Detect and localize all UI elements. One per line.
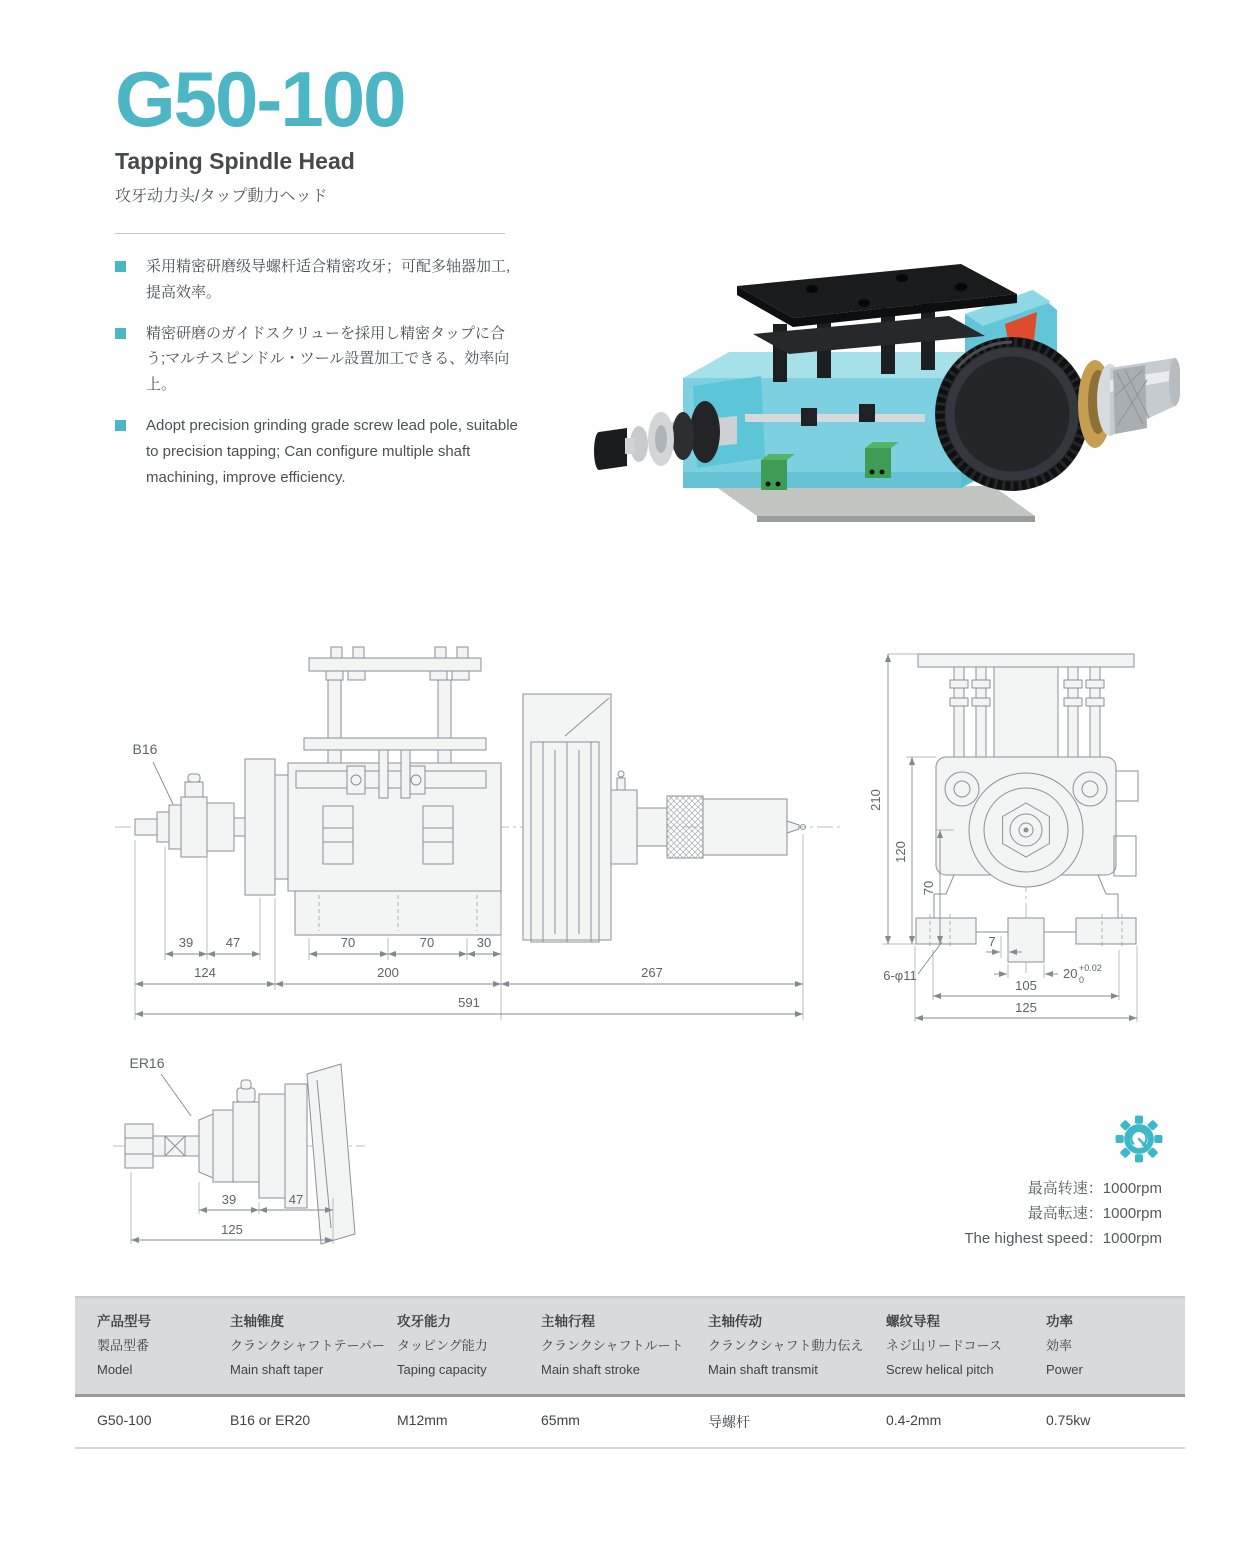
dimension-label: 7 xyxy=(988,934,996,949)
front-view-drawing xyxy=(858,640,1180,1032)
dimension-label: 267 xyxy=(641,965,663,980)
dimension-label: 47 xyxy=(225,935,241,950)
feature-item-en xyxy=(115,413,519,490)
cell-screw-pitch: 0.4-2mm xyxy=(886,1412,942,1428)
max-speed-en: The highest speed：1000rpm xyxy=(964,1230,1162,1247)
max-speed-jp: 最高転速：1000rpm xyxy=(1027,1205,1162,1222)
spec-table-row xyxy=(75,1397,1185,1449)
cell-power: 0.75kw xyxy=(1046,1412,1091,1428)
gear-gauge-icon xyxy=(1112,1112,1166,1166)
header-divider xyxy=(115,233,505,234)
dimension-label: 20 xyxy=(1063,966,1078,981)
cell-shaft-transmit: 导螺杆 xyxy=(708,1414,750,1430)
column-header-power: 功率 効率 Power xyxy=(1046,1314,1083,1377)
feature-text: 精密研磨のガイドスクリューを採用し精密タップに合う;マルチスピンドル・ツール設置加工できる、効率向上。 xyxy=(146,324,510,394)
dimension-label: 70 xyxy=(419,935,435,950)
cell-shaft-stroke: 65mm xyxy=(541,1412,580,1428)
bullet-square-icon xyxy=(115,328,126,339)
dimension-label: 39 xyxy=(221,1192,237,1207)
page-title: G50-100 xyxy=(115,55,405,143)
column-header-taping-capacity: 攻牙能力 タッピング能力 Taping capacity xyxy=(397,1314,488,1377)
max-speed-cn: 最高转速：1000rpm xyxy=(1027,1180,1162,1197)
dimension-label: 105 xyxy=(1015,978,1037,993)
subtitle-english: Tapping Spindle Head xyxy=(115,148,355,174)
product-photo-illustration xyxy=(565,228,1180,530)
dimension-label: 39 xyxy=(178,935,194,950)
cell-model: G50-100 xyxy=(97,1412,152,1428)
dimension-label: 125 xyxy=(1015,1000,1037,1015)
dimension-label: 70 xyxy=(340,935,356,950)
hole-count-label: 6-φ11 xyxy=(883,968,917,983)
feature-text: Adopt precision grinding grade screw lead pole, suitable to precision tapping; Can configure multiple shaft machining, improve efficiency. xyxy=(146,416,518,486)
er16-label: ER16 xyxy=(129,1055,165,1071)
side-view-drawing xyxy=(95,642,855,1042)
column-header-shaft-taper: 主轴锥度 クランクシャフトテーパー Main shaft taper xyxy=(230,1314,385,1377)
subtitle-cjk: 攻牙动力头/タップ動力ヘッド xyxy=(115,188,328,205)
spec-table-header xyxy=(75,1296,1185,1397)
header-section xyxy=(115,55,535,206)
dimension-label: 47 xyxy=(288,1192,304,1207)
bullet-square-icon xyxy=(115,420,126,431)
cell-taping-capacity: M12mm xyxy=(397,1412,448,1428)
dimension-label: 30 xyxy=(476,935,492,950)
dimension-label: 210 xyxy=(868,789,883,811)
dimension-label: 200 xyxy=(377,965,399,980)
feature-list xyxy=(115,254,519,505)
column-header-model: 产品型号 製品型番 Model xyxy=(97,1314,151,1377)
feature-text: 采用精密研磨级导螺杆适合精密攻牙；可配多轴器加工, 提高效率。 xyxy=(146,258,511,301)
tolerance-upper-label: +0.02 xyxy=(1079,963,1102,973)
bullet-square-icon xyxy=(115,261,126,272)
tolerance-lower-label: 0 xyxy=(1079,975,1085,985)
dimension-label: 124 xyxy=(194,965,216,980)
feature-item-jp xyxy=(115,321,519,398)
dimension-label: 70 xyxy=(921,880,936,896)
dimension-label: 125 xyxy=(221,1222,243,1237)
max-speed-block xyxy=(964,1176,1162,1251)
column-header-shaft-stroke: 主轴行程 クランクシャフトルート Main shaft stroke xyxy=(541,1314,684,1377)
feature-item-cn xyxy=(115,254,519,306)
er16-view-drawing xyxy=(95,1038,387,1276)
column-header-screw-pitch: 螺纹导程 ネジ山リードコース Screw helical pitch xyxy=(886,1314,1002,1377)
column-header-shaft-transmit: 主轴传动 クランクシャフト動力伝え Main shaft transmit xyxy=(708,1314,864,1377)
dimension-label: 120 xyxy=(893,841,908,863)
b16-label: B16 xyxy=(132,741,158,757)
spec-table xyxy=(75,1296,1185,1449)
cell-shaft-taper: B16 or ER20 xyxy=(230,1412,311,1428)
dimension-label: 591 xyxy=(458,995,480,1010)
